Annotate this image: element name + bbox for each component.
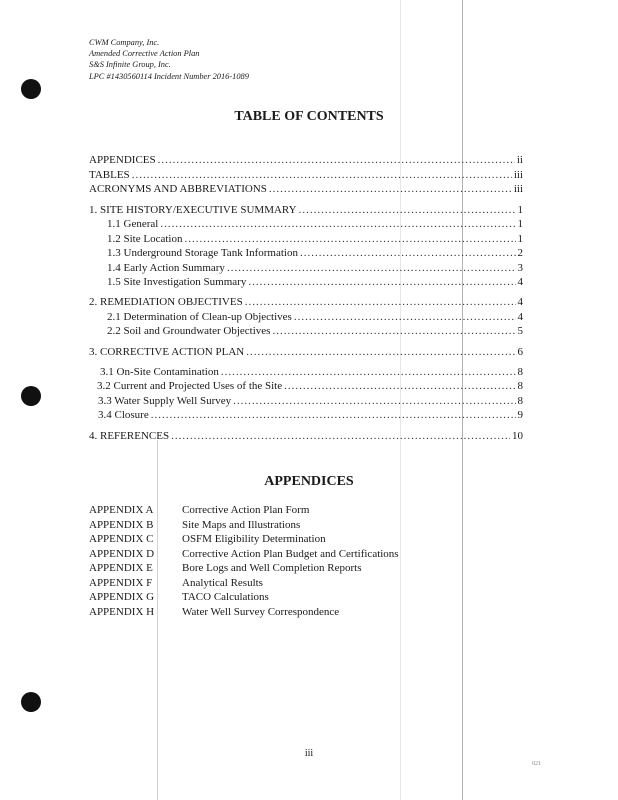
toc-entry-text: 2.1 Determination of Clean-up Objectives — [107, 311, 292, 323]
header-line: S&S Infinite Group, Inc. — [89, 60, 171, 70]
toc-entry-text: 1.2 Site Location — [107, 233, 183, 245]
appendix-label: APPENDIX A — [89, 504, 154, 516]
punch-hole-top — [21, 79, 41, 99]
appendix-desc: Corrective Action Plan Form — [182, 504, 310, 516]
toc-entry-text: 3.1 On-Site Contamination — [100, 366, 219, 378]
toc-entry-page: 5 — [517, 325, 523, 337]
appendix-item — [89, 519, 509, 532]
appendix-label: APPENDIX F — [89, 577, 153, 589]
toc-entry-page: 4 — [517, 296, 523, 308]
appendix-item — [89, 591, 509, 604]
appendix-label: APPENDIX B — [89, 519, 154, 531]
appendix-item — [89, 533, 509, 546]
appendix-desc: Site Maps and Illustrations — [182, 519, 301, 531]
toc-entry-text: 3. CORRECTIVE ACTION PLAN — [89, 346, 245, 358]
toc-entry-text: APPENDICES — [89, 154, 156, 166]
toc-entry-page: 3 — [517, 262, 523, 274]
toc-entry-page: 8 — [517, 380, 523, 392]
toc-entry-text: 4. REFERENCES — [89, 430, 170, 442]
toc-entry-text: 1.1 General — [107, 218, 159, 230]
toc-entry-page: ii — [516, 154, 523, 166]
toc-entry-page: 1 — [517, 218, 523, 230]
toc-entry-text: 2.2 Soil and Groundwater Objectives — [107, 325, 271, 337]
appendix-label: APPENDIX G — [89, 591, 155, 603]
toc-entry-page: 9 — [517, 409, 523, 421]
toc-entry-text: 1.4 Early Action Summary — [107, 262, 225, 274]
header-line: LPC #1430560114 Incident Number 2016-1089 — [89, 71, 249, 81]
toc-entry-text: 1.5 Site Investigation Summary — [107, 276, 247, 288]
appendix-desc: Analytical Results — [182, 577, 263, 589]
appendix-label: APPENDIX H — [89, 606, 155, 618]
toc-entry-page: iii — [513, 183, 523, 195]
punch-hole-bottom — [21, 692, 41, 712]
toc-entry-text: 3.4 Closure — [98, 409, 149, 421]
header-line: CWM Company, Inc. — [89, 38, 160, 47]
appendix-label: APPENDIX E — [89, 562, 153, 574]
toc-entry-page: 10 — [512, 430, 523, 442]
appendices-title: APPENDICES — [264, 474, 354, 489]
toc-title: TABLE OF CONTENTS — [234, 109, 384, 124]
header-line: Amended Corrective Action Plan — [89, 49, 200, 59]
toc-entry-page: 1 — [517, 204, 523, 216]
appendix-item — [89, 577, 509, 590]
toc-entry-page: 4 — [517, 311, 523, 323]
appendix-desc: TACO Calculations — [182, 591, 269, 603]
punch-hole-middle — [21, 386, 41, 406]
toc-entry-text: 1.3 Underground Storage Tank Information — [107, 247, 298, 259]
appendix-desc: Bore Logs and Well Completion Reports — [182, 562, 362, 574]
toc-entry-text: ACRONYMS AND ABBREVIATIONS — [89, 183, 267, 195]
appendix-item — [89, 548, 509, 561]
toc-entry-page: 8 — [517, 366, 523, 378]
toc-entry-text: 2. REMEDIATION OBJECTIVES — [89, 296, 243, 308]
appendices-list — [89, 0, 519, 800]
toc-entry-page: 8 — [517, 395, 523, 407]
bates-stamp: 021 — [532, 761, 541, 767]
toc-entry-text: 3.2 Current and Projected Uses of the Site — [97, 380, 283, 392]
appendix-item — [89, 504, 509, 517]
toc-entry-text: 1. SITE HISTORY/EXECUTIVE SUMMARY — [89, 204, 297, 216]
toc-entry-page: 1 — [517, 233, 523, 245]
appendix-desc: Corrective Action Plan Budget and Certifications — [182, 548, 399, 560]
appendix-item — [89, 606, 509, 619]
toc-entry-page: 2 — [517, 247, 523, 259]
appendix-desc: Water Well Survey Correspondence — [182, 606, 340, 618]
appendix-label: APPENDIX D — [89, 548, 155, 560]
toc-entry-page: iii — [513, 169, 523, 181]
appendix-item — [89, 562, 509, 575]
toc-entry-text: TABLES — [89, 169, 130, 181]
page-number: iii — [304, 748, 314, 759]
appendix-desc: OSFM Eligibility Determination — [182, 533, 326, 545]
appendix-label: APPENDIX C — [89, 533, 154, 545]
toc-entry-page: 6 — [517, 346, 523, 358]
toc-entry-text: 3.3 Water Supply Well Survey — [98, 395, 232, 407]
toc-entry-page: 4 — [517, 276, 523, 288]
